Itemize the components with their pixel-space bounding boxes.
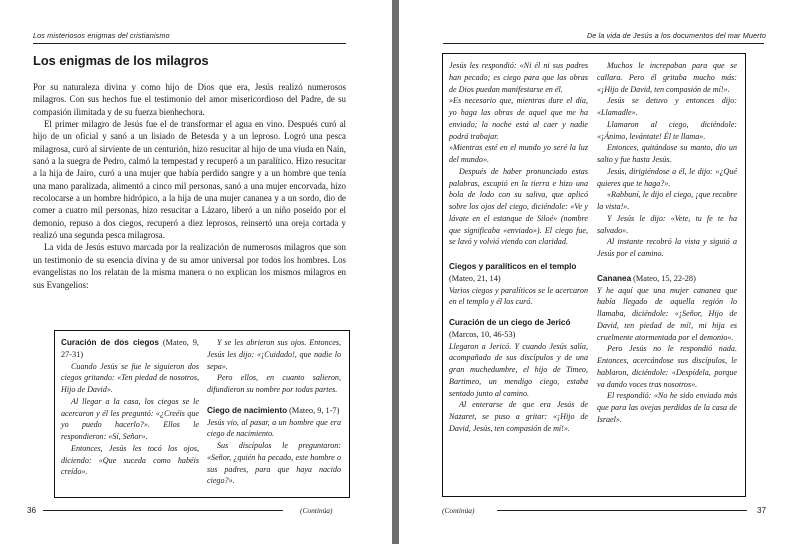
bible-reference: (Marcos, 10, 46-53): [449, 329, 516, 339]
continues-label: (Continúa): [442, 506, 475, 515]
box-paragraph: »Mientras esté en el mundo yo seré la luz del mundo».: [449, 143, 588, 164]
box-paragraph: «Rabbuní, le dijo el ciego, ¡que recobre la vista!».: [597, 190, 737, 211]
footer-rule: [497, 510, 747, 511]
left-page: [0, 0, 392, 544]
box-paragraph: Jesús, dirigiéndose a él, le dijo: «¿Qué quieres que te haga?».: [597, 166, 737, 188]
header-rule: [33, 43, 346, 44]
box-paragraph: Al instante recobró la vista y siguió a Jesús por el camino.: [597, 237, 737, 258]
paragraph: Por su naturaleza divina y como hijo de Dios que era, Jesús realizó numerosos milagros. Con sus hechos fue el testimonio del amor misericordioso del Padre, de su compasión ilimitada y de su fuerza bienhechora.: [33, 82, 346, 117]
box-heading: Curación de dos ciegos: [61, 338, 159, 347]
box-paragraph: Llamaron al ciego, diciéndole: «¡Ánimo, levántate! Él te llama».: [597, 119, 737, 141]
box-paragraph: Entonces, Jesús les tocó los ojos, diciendo: «Que suceda como habéis creído».: [61, 443, 199, 477]
box-paragraph: Sus discípulos le preguntaron: «Señor, ¿quién ha pecado, este hombre o sus padres, para que haya nacido ciego?».: [207, 441, 341, 486]
box-heading: Curación de un ciego de Jericó: [449, 318, 571, 327]
paragraph: El primer milagro de Jesús fue el de transformar el agua en vino. Después curó al hijo de un oficial y sanó a un lisiado de Betesda y a un leproso. Logró una pesca milagrosa, curó al sirviente de un centurión, hizo resucitar al hijo de una viuda en Naín, sanó a la suegra de Pedro, calmó la tempestad y recuperó a un paralítico. Hizo resucitar a la hija de Jairo, curó a una mujer que había perdido sangre y a un hombre que tenía una mano paralizada, alimentó a cinco mil personas, sanó a una mujer encorvada, hizo recolocarse a un hombre hidrópico, a la hija de una mujer cananea y a un sordo, dio de comer a cuatro mil personas, hizo resucitar a Lázaro, liberó a un niño poseído por el demonio, repuso a dos ciegos, recuperó a diez leprosos, reinsertó una oreja cortada y realizó una segunda pesca milagrosa.: [33, 119, 346, 241]
box-column-2: [207, 337, 341, 487]
bible-reference: (Mateo, 9, 27-31): [61, 338, 199, 359]
box-heading: Cananea: [597, 273, 632, 283]
box-column-2: [597, 60, 737, 426]
box-paragraph: Jesús les respondió: «Ni él ni sus padres han pecado; es ciego para que las obras de Dios puedan manifestarse en él.: [449, 61, 588, 94]
bible-reference: (Mateo, 15, 22-28): [633, 273, 696, 283]
box-paragraph: Y Jesús le dijo: «Vete, tu fe te ha salvado».: [597, 213, 737, 235]
header-rule: [443, 43, 764, 44]
box-paragraph: Pero ellos, en cuanto salieron, difundieron su nombre por todas partes.: [207, 373, 341, 394]
box-paragraph: Jesús se detuvo y entonces dijo: «Llamadle».: [597, 96, 737, 117]
bible-reference: (Mateo, 21, 14): [449, 273, 501, 283]
box-paragraph: Cuando Jesús se fue le siguieron dos ciegos gritando: «Ten piedad de nosotros, Hijo de David».: [61, 361, 199, 394]
box-paragraph: Y se les abrieron sus ojos. Entonces, Jesús les dijo: «¡Cuidado!, que nadie lo sepa».: [207, 338, 341, 371]
running-head-left: Los misteriosos enigmas del cristianismo: [33, 31, 170, 40]
running-head-right: De la vida de Jesús a los documentos del mar Muerto: [586, 31, 766, 40]
box-paragraph: Muchos le increpaban para que se callara. Pero él gritaba mucho más: «¡Hijo de David, ten compasión de mí!».: [597, 61, 737, 94]
body-text: [33, 81, 346, 291]
box-paragraph: Y he aquí que una mujer cananea que había llegado de aquella región lo llamaba, diciéndole: «¡Señor, Hijo de David, ten piedad de mí!, mi hija es cruelmente atormentada por el demonio».: [597, 285, 737, 342]
box-paragraph: Jesús vio, al pasar, a un hombre que era ciego de nacimiento.: [207, 417, 341, 439]
box-paragraph: Después de haber pronunciado estas palabras, escupió en la tierra e hizo una bola de lodo con su saliva, que aplicó sobre los ojos del ciego, diciéndole: «Ve y lávate en el estanque de Siloé» (nombre que significaba «enviado»). El ciego fue, se lavó y volvió viendo con claridad.: [449, 166, 588, 247]
box-paragraph: Varios ciegos y paralíticos se le acercaron en el templo y él los curó.: [449, 285, 588, 307]
page-gutter: [392, 0, 399, 544]
box-paragraph: Pero Jesús no le respondió nada. Entonces, acercándose sus discípulos, le hablaron, diciéndole: «Despídela, porque va dando voces tras nosotros».: [597, 344, 737, 389]
box-paragraph: »Es necesario que, mientras dure el día, yo haga las obras de aquel que me ha enviado; la noche está al caer y nadie podrá trabajar.: [449, 96, 588, 141]
footer-rule: [43, 510, 283, 511]
box-paragraph: Al enterarse de que era Jesús de Nazaret, se puso a gritar: «¡Hijo de David, Jesús, ten compasión de mí!».: [449, 400, 588, 433]
box-paragraph: Llegaron a Jericó. Y cuando Jesús salía, acompañado de sus discípulos y de una gran muchedumbre, el hijo de Timeo, Bartimeo, un mendigo ciego, estaba sentado junto al camino.: [449, 341, 588, 398]
box-column-1: [61, 337, 199, 478]
page-number: 37: [757, 506, 767, 515]
right-page: [399, 0, 791, 544]
paragraph: La vida de Jesús estuvo marcada por la realización de numerosos milagros que son un testimonio de su esencia divina y de su amor universal por todos los hombres. Los evangelistas no los relatan de la misma manera o no explican los mismos milagros en sus Evangelios:: [33, 242, 346, 290]
continues-label: (Continúa): [300, 506, 333, 515]
section-title: Los enigmas de los milagros: [33, 53, 209, 68]
page-number: 36: [27, 506, 37, 515]
bible-reference: (Mateo, 9, 1-7): [289, 405, 340, 415]
box-paragraph: Al llegar a la casa, los ciegos se le acercaron y él les preguntó: «¿Creéis que yo puedo hacerlo?». Ellos le respondieron: «Sí, Señor».: [61, 396, 199, 441]
box-paragraph: El respondió: «No he sido enviado más que para las ovejas perdidas de la casa de Israel».: [597, 391, 737, 424]
box-column-1: [449, 60, 588, 435]
box-paragraph: Entonces, quitándose su manto, dio un salto y fue hasta Jesús.: [597, 143, 737, 164]
box-heading: Ciegos y paralíticos en el templo: [449, 262, 577, 271]
box-heading: Ciego de nacimiento: [207, 405, 288, 415]
